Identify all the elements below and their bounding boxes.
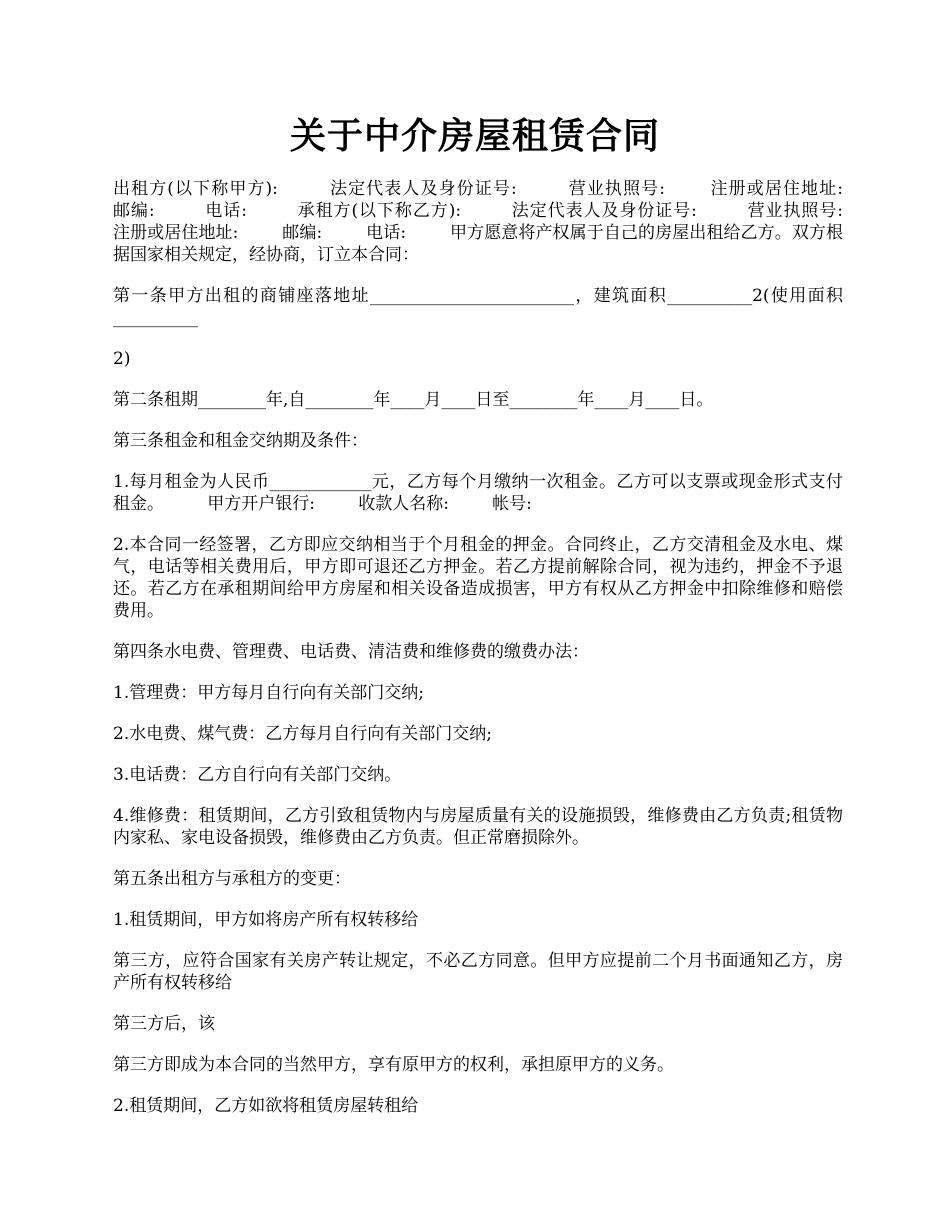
paragraph-article-3-item-2: 2.本合同一经签署，乙方即应交纳相当于个月租金的押金。合同终止，乙方交清租金及水电、煤气，电话等相关费用后，甲方即可退还乙方押金。若乙方提前解除合同，视为违约，押金不予退还。若乙方在承租期间给甲方房屋和相关设备造成损害，甲方有权从乙方押金中扣除维修和赔偿费用。	[113, 535, 843, 621]
paragraph-third-party-3: 第三方即成为本合同的当然甲方，享有原甲方的权利，承担原甲方的义务。	[113, 1055, 674, 1075]
document-body	[113, 178, 887, 1136]
paragraph-article-4-item-2: 2.水电费、煤气费：乙方每月自行向有关部门交纳;	[113, 724, 492, 744]
paragraph-article-5-item-1: 1.租赁期间，甲方如将房产所有权转移给	[113, 910, 419, 930]
paragraph-article-3-item-1: 1.每月租金为人民币____________元，乙方每个月缴纳一次租金。乙方可以支票或现金形式支付租金。 甲方开户银行: 收款人名称: 帐号:	[113, 472, 843, 514]
paragraph-third-party-2: 第三方后，该	[113, 1014, 215, 1034]
paragraph-article-1-area: 2)	[113, 349, 131, 369]
paragraph-article-4-item-4: 4.维修费：租赁期间，乙方引致租赁物内与房屋质量有关的设施损毁，维修费由乙方负责;租赁物内家私、家电设备损毁，维修费由乙方负责。但正常磨损除外。	[113, 806, 843, 848]
paragraph-third-party-1: 第三方，应符合国家有关房产转让规定，不必乙方同意。但甲方应提前二个月书面通知乙方，房产所有权转移给	[113, 951, 843, 993]
paragraph-article-5-item-2: 2.租赁期间，乙方如欲将租赁房屋转租给	[113, 1096, 419, 1116]
paragraph-article-4-item-3: 3.电话费：乙方自行向有关部门交纳。	[113, 765, 402, 785]
paragraph-article-3: 第三条租金和租金交纳期及条件：	[113, 431, 368, 451]
paragraph-parties: 出租方(以下称甲方): 法定代表人及身份证号: 营业执照号: 注册或居住地址: 邮编: 电话: 承租方(以下称乙方): 法定代表人及身份证号: 营业执照号: 注册或居住地址: 邮编: 电话: 甲方愿意将产权属于自己的房屋出租给乙方。双方根据国家相关规定，经协商，订立本合同：	[113, 179, 887, 265]
paragraph-article-4: 第四条水电费、管理费、电话费、清洁费和维修费的缴费办法：	[113, 642, 589, 662]
document-title: 关于中介房屋租赁合同	[289, 115, 660, 157]
paragraph-article-2: 第二条租期________年,自________年____月____日至________年____月____日。	[113, 390, 714, 410]
paragraph-article-1: 第一条甲方出租的商铺座落地址________________________，建筑面积__________2(使用面积__________	[113, 286, 843, 328]
paragraph-article-5: 第五条出租方与承租方的变更：	[113, 869, 351, 889]
paragraph-article-4-item-1: 1.管理费：甲方每月自行向有关部门交纳;	[113, 683, 424, 703]
